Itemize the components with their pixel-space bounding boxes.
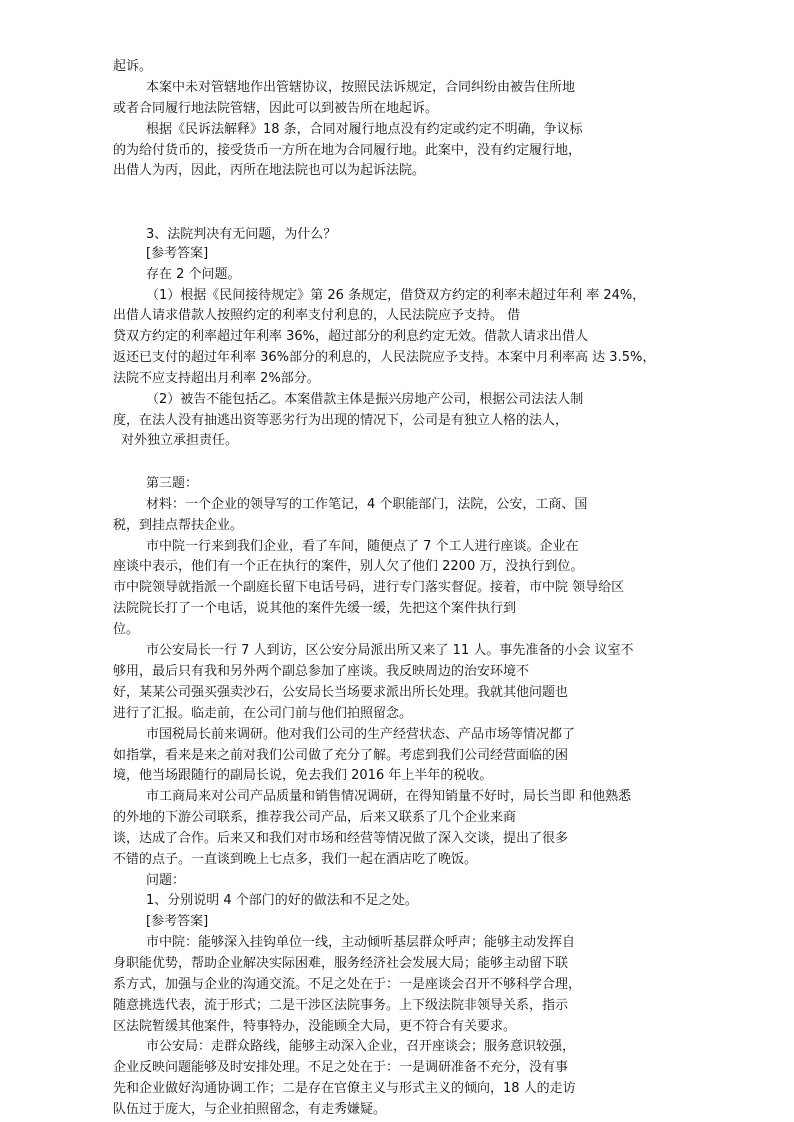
text-line: 市国税局长前来调研。他对我们公司的生产经营状态、产品市场等情况都了: [146, 727, 576, 742]
text-line: 好，某某公司强买强卖沙石，公安局长当场要求派出所长处理。我就其他问题也: [113, 685, 569, 700]
text-line: 队伍过于庞大，与企业拍照留念，有走秀嫌疑。: [113, 1102, 387, 1117]
text-line: 市公安局：走群众路线，能够主动深入企业，召开座谈会；服务意识较强，: [146, 1039, 576, 1054]
text-line: 本案中未对管辖地作出管辖协议，按照民法诉规定，合同纠纷由被告住所地: [146, 80, 576, 95]
text-line: 税，到挂点帮扶企业。: [113, 518, 244, 533]
text-line: 先和企业做好沟通协调工作；二是存在官僚主义与形式主义的倾向，18 人的走访: [113, 1081, 576, 1096]
text-line: 市工商局来对公司产品质量和销售情况调研，在得知销量不好时，局长当即 和他熟悉: [146, 789, 632, 804]
text-line: 存在 2 个问题。: [146, 267, 241, 282]
text-line: 的为给付货币的，接受货币一方所在地为合同履行地。此案中，没有约定履行地，: [113, 143, 582, 158]
text-line: 市中院一行来到我们企业，看了车间，随便点了 7 个工人进行座谈。企业在: [146, 539, 579, 554]
text-line: 不错的点子。一直谈到晚上七点多，我们一起在酒店吃了晚饭。: [113, 852, 478, 867]
text-line: 谈，达成了合作。后来又和我们对市场和经营等情况做了深入交谈，提出了很多: [113, 831, 569, 846]
text-line: 进行了汇报。临走前，在公司门前与他们拍照留念。: [113, 706, 413, 721]
text-line: 起诉。: [113, 59, 153, 74]
text-line: 够用，最后只有我和另外两个副总参加了座谈。我反映周边的治安环境不: [113, 664, 530, 679]
text-line: 出借人请求借款人按照约定的利率支付利息的，人民法院应予支持。 借: [113, 308, 521, 323]
text-line: 市中院：能够深入挂钩单位一线，主动倾听基层群众呼声；能够主动发挥自: [146, 935, 576, 950]
text-line: 身职能优势，帮助企业解决实际困难，服务经济社会发展大局；能够主动留下联: [113, 956, 569, 971]
text-line: 问题：: [146, 873, 186, 888]
text-line: 法院不应支持超出月利率 2%部分。: [113, 371, 320, 386]
text-line: 区法院暂缓其他案件，特事特办，没能顾全大局，更不符合有关要求。: [113, 1019, 517, 1034]
text-line: 返还已支付的超过年利率 36%部分的利息的，人民法院应予支持。本案中月利率高 达 3.5%，: [113, 350, 656, 365]
text-line: （1）根据《民间接待规定》第 26 条规定，借贷双方约定的利率未超过年利 率 24%，: [146, 288, 646, 303]
text-line: 贷双方约定的利率超过年利率 36%，超过部分的利息约定无效。借款人请求出借人: [113, 329, 589, 344]
text-line: 座谈中表示，他们有一个正在执行的案件，别人欠了他们 2200 万，没执行到位。: [113, 559, 584, 574]
question-heading: 3、法院判决有无问题，为什么？: [146, 227, 337, 242]
text-line: 随意挑选代表，流于形式；二是干涉区法院事务。上下级法院非领导关系，指示: [113, 998, 569, 1013]
text-line: 度，在法人没有抽逃出资等恶劣行为出现的情况下，公司是有独立人格的法人，: [113, 413, 569, 428]
text-line: 或者合同履行地法院管辖，因此可以到被告所在地起诉。: [113, 101, 439, 116]
text-line: 位。: [113, 622, 140, 637]
text-line: 系方式，加强与企业的沟通交流。不足之处在于：一是座谈会召开不够科学合理，: [113, 977, 582, 992]
text-line: 境，他当场跟随行的副局长说，免去我们 2016 年上半年的税收。: [113, 768, 493, 783]
text-line: 法院院长打了一个电话，说其他的案件先缓一缓，先把这个案件执行到: [113, 601, 517, 616]
text-line: 市中院领导就指派一个副庭长留下电话号码，进行专门落实督促。接着，市中院 领导给区: [113, 580, 625, 595]
text-line: 材料：一个企业的领导写的工作笔记，4 个职能部门，法院，公安，工商、国: [146, 497, 588, 512]
text-line: 的外地的下游公司联系，推荐我公司产品，后来又联系了几个企业来商: [113, 810, 517, 825]
text-line: （2）被告不能包括乙。本案借款主体是振兴房地产公司，根据公司法法人制: [146, 392, 584, 407]
text-line: 如指掌，看来是来之前对我们公司做了充分了解。考虑到我们公司经营面临的困: [113, 748, 569, 763]
question-heading: 1、分别说明 4 个部门的好的做法和不足之处。: [146, 893, 418, 908]
answer-label: [参考答案]: [146, 246, 209, 261]
answer-label: [参考答案]: [146, 914, 209, 929]
text-line: 出借人为丙，因此，丙所在地法院也可以为起诉法院。: [113, 163, 426, 178]
text-line: 对外独立承担责任。: [121, 433, 239, 448]
section-heading: 第三题：: [146, 476, 199, 491]
text-line: 企业反映问题能够及时安排处理。不足之处在于：一是调研准备不充分，没有事: [113, 1060, 569, 1075]
text-line: 根据《民诉法解释》18 条，合同对履行地点没有约定或约定不明确，争议标: [146, 122, 583, 137]
text-line: 市公安局长一行 7 人到访，区公安分局派出所又来了 11 人。事先准备的小会 议室不: [146, 643, 634, 658]
